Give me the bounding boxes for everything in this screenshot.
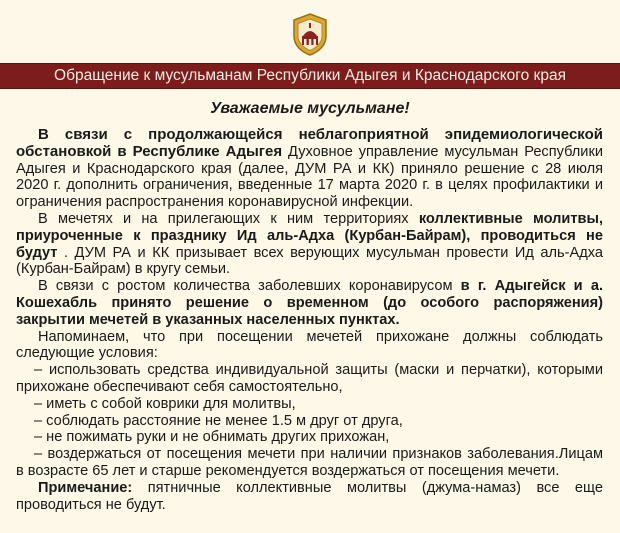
condition-item: – воздержаться от посещения мечети при наличии признаков заболевания.Лицам в возрасте 65 лет и старше рекомендуется воздержаться от посещения мечети. (16, 446, 603, 479)
paragraph-conditions-intro: Напоминаем, что при посещении мечетей прихожане должны соблюдать следующие условия: (16, 328, 603, 362)
paragraph-restrictions-bold: В связи с продолжающейся неблагоприятной эпидемиологической обстановкой в Республике Адыгея (16, 126, 603, 160)
condition-item: – использовать средства индивидуальной защиты (маски и перчатки), которыми прихожане обеспечивают себя самостоятельно, (16, 362, 603, 395)
paragraph-eid-text-a: В мечетях и на прилегающих к ним территориях (38, 210, 419, 227)
condition-item: – не пожимать руки и не обнимать других прихожан, (34, 429, 390, 446)
paragraph-closure-bold: в г. Адыгейск и а. Кошехабль принято решение о временном (до особого распоряжения) закрытии мечетей в указанных населенных пунктах. (16, 278, 603, 328)
paragraph-closure-text: В связи с ростом количества заболевших коронавирусом (38, 278, 461, 295)
paragraph-note (16, 480, 603, 514)
note-label: Примечание: (38, 479, 133, 496)
greeting-heading: Уважаемые мусульмане! (210, 100, 410, 117)
paragraph-restrictions (16, 127, 603, 211)
paragraph-eid-bold: коллективные молитвы, приуроченные к празднику Ид аль-Адха (Курбан-Байрам), проводиться не будут (16, 210, 603, 261)
page-title-banner: Обращение к мусульманам Республики Адыгея и Краснодарского края (0, 63, 620, 89)
dum-ra-kk-emblem-icon (290, 12, 330, 56)
paragraph-eid-text-b: . ДУМ РА и КК призывает всех верующих мусульман провести Ид аль-Адха (Курбан-Байрам) в кругу семьи. (16, 244, 603, 278)
condition-item: – иметь с собой коврики для молитвы, (34, 395, 296, 412)
note-text: пятничные коллективные молитвы (джума-намаз) все еще проводиться не будут. (16, 479, 603, 513)
paragraph-mosque-closure (16, 278, 603, 328)
condition-item: – соблюдать расстояние не менее 1.5 м друг от друга, (34, 412, 403, 429)
paragraph-eid-prayers (16, 211, 603, 278)
appeal-body (16, 127, 603, 513)
paragraph-restrictions-text: Духовное управление мусульман Республики Адыгея и Краснодарского края (далее, ДУМ РА и КК) приняло решение с 28 июля 2020 г. дополнить ограничения, введенные 17 марта 2020 г. в целях профилактики и ограничения распространения коронавирусной инфекции. (16, 143, 604, 211)
